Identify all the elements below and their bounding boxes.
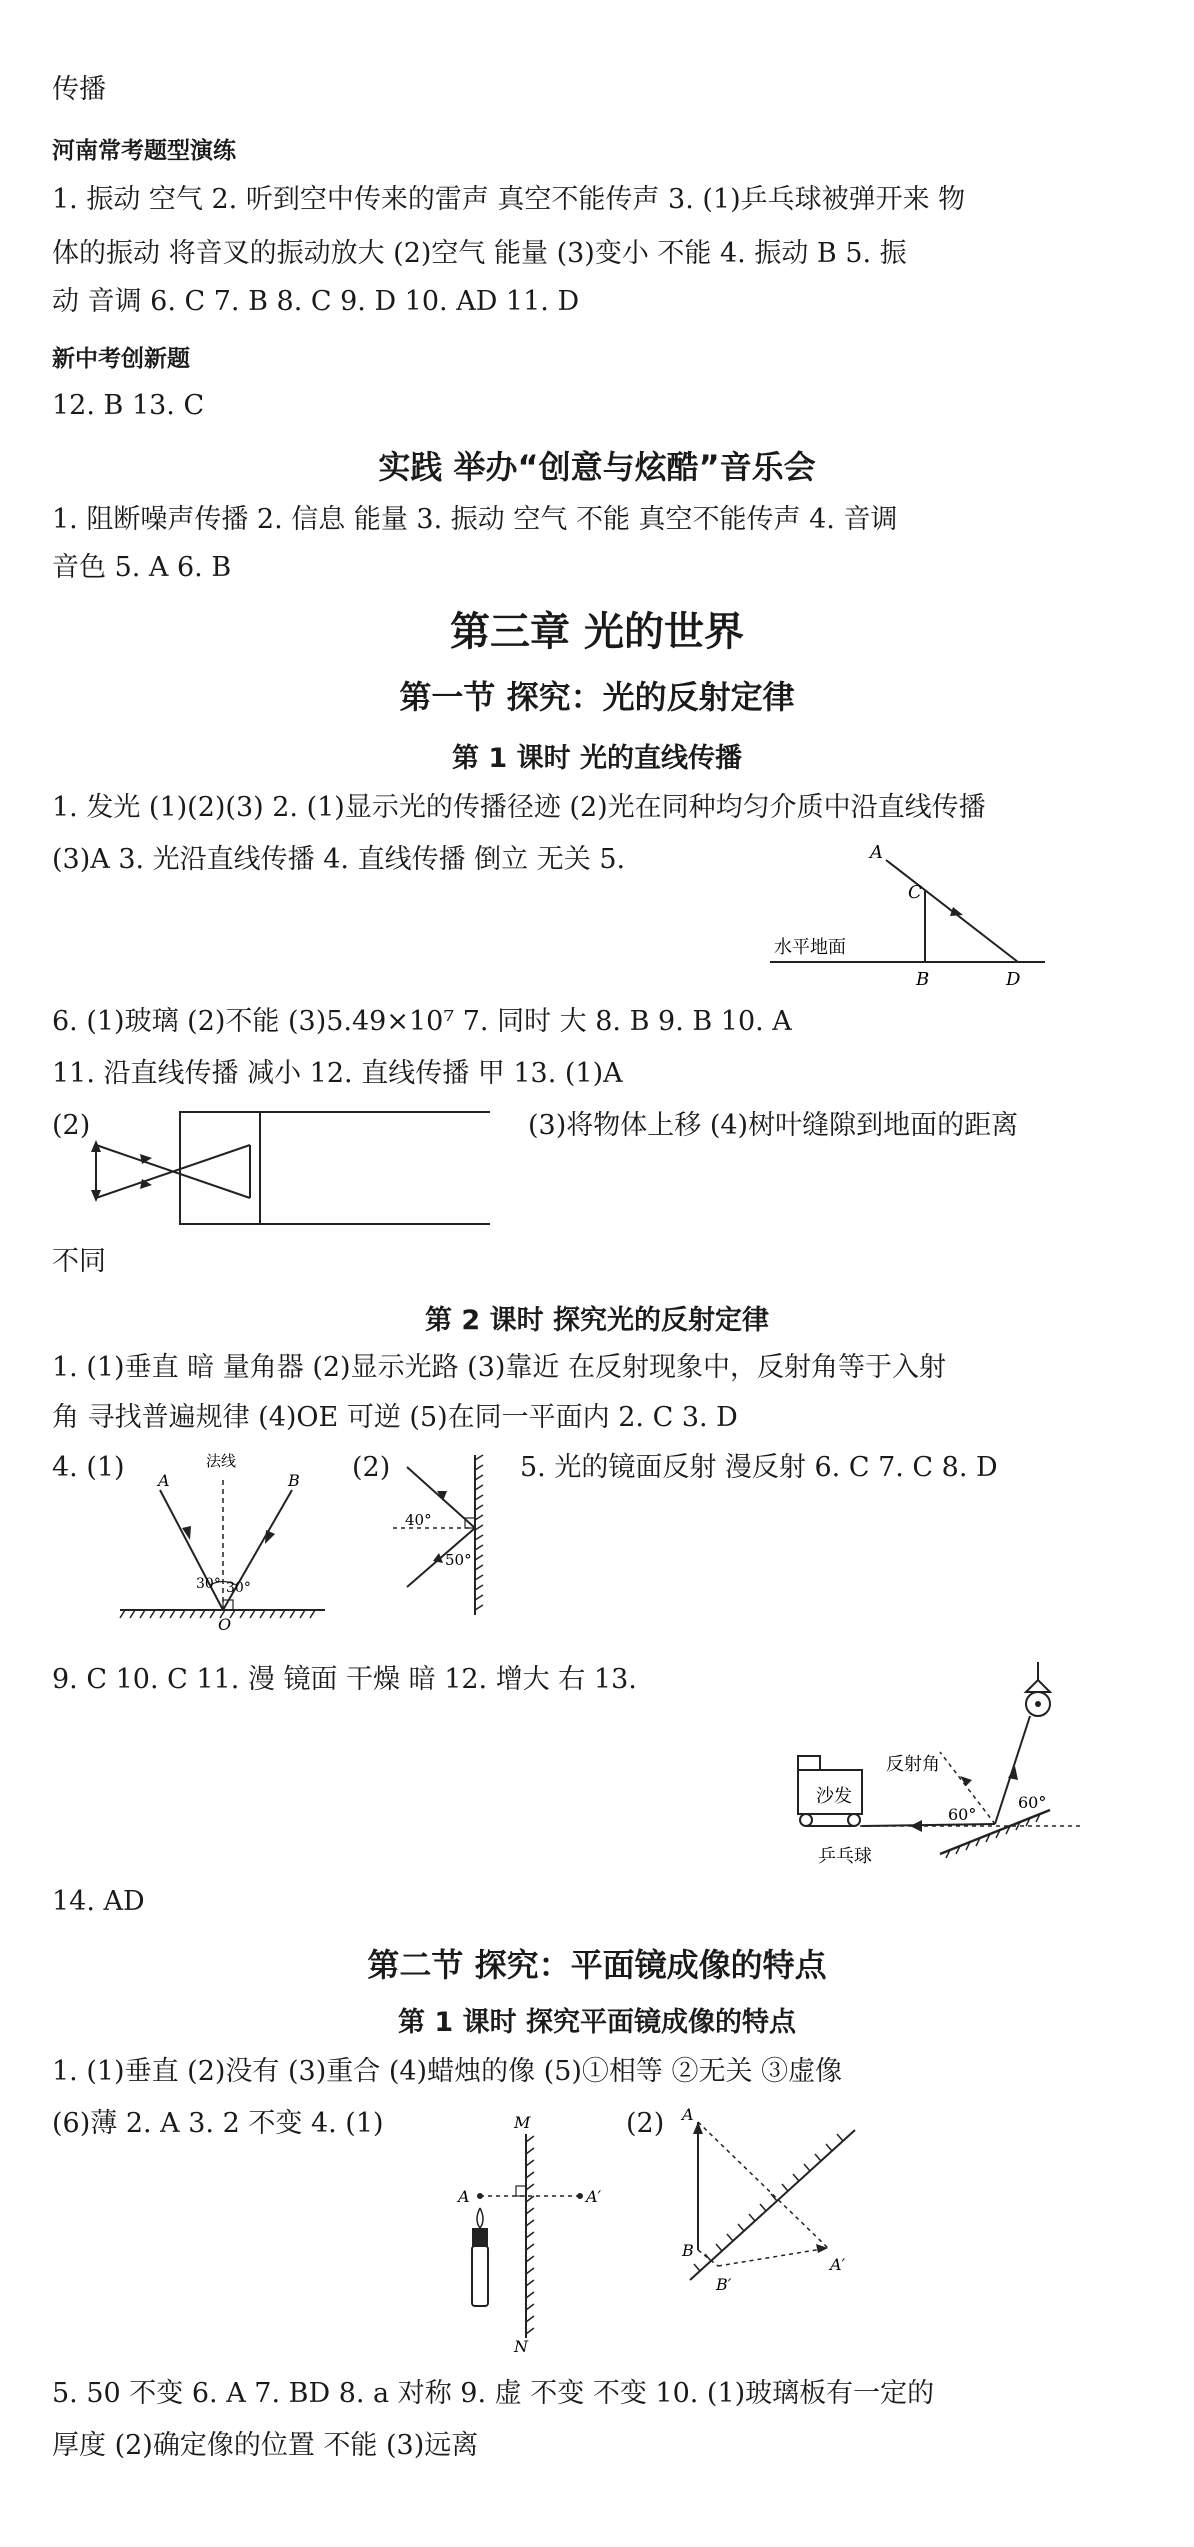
label-m: M <box>514 2113 531 2132</box>
text-line: (2) <box>626 2108 665 2139</box>
text-line: (3)将物体上移 (4)树叶缝隙到地面的距离 <box>528 1110 1019 1141</box>
label-angle2: 30° <box>226 1580 251 1596</box>
subheading-henan: 河南常考题型演练 <box>52 138 236 164</box>
text-line: 1. (1)垂直 暗 量角器 (2)显示光路 (3)靠近 在反射现象中，反射角等于入射 <box>52 1352 946 1383</box>
text-line: (2) <box>52 1110 91 1141</box>
figure-light-shadow <box>770 840 1060 990</box>
text-line: 4. (1) <box>52 1452 125 1483</box>
label-a: A <box>458 2187 470 2206</box>
text-line: 6. (1)玻璃 (2)不能 (3)5.49×10⁷ 7. 同时 大 8. B 9. B 10. A <box>52 1006 792 1037</box>
section-title-mirror: 第二节 探究：平面镜成像的特点 <box>367 1946 827 1984</box>
text-line: 1. 阻断噪声传播 2. 信息 能量 3. 振动 空气 不能 真空不能传声 4. 音调 <box>52 504 898 535</box>
text-line: 5. 光的镜面反射 漫反射 6. C 7. C 8. D <box>520 1452 998 1483</box>
text-line: 角 寻找普遍规律 (4)OE 可逆 (5)在同一平面内 2. C 3. D <box>52 1402 738 1433</box>
subheading-new-exam: 新中考创新题 <box>52 346 190 372</box>
lesson-title-1: 第 1 课时 光的直线传播 <box>452 743 742 774</box>
label-b: B <box>682 2241 694 2260</box>
figure-candle-mirror <box>450 2112 650 2356</box>
label-b: B <box>288 1471 300 1490</box>
label-angle2: 60° <box>1018 1793 1047 1812</box>
section-title-reflection: 第一节 探究：光的反射定律 <box>399 678 795 716</box>
text-line: 1. 发光 (1)(2)(3) 2. (1)显示光的传播径迹 (2)光在同种均匀介质中沿直线传播 <box>52 792 986 823</box>
label-reflect: 反射角 <box>886 1754 940 1775</box>
text-line: 厚度 (2)确定像的位置 不能 (3)远离 <box>52 2430 479 2461</box>
label-a: A <box>682 2105 694 2124</box>
label-a-image: A′ <box>830 2255 846 2274</box>
label-b-image: B′ <box>716 2275 732 2294</box>
chapter-title: 第三章 光的世界 <box>450 609 744 655</box>
text-line: 1. 振动 空气 2. 听到空中传来的雷声 真空不能传声 3. (1)乒乓球被弹开来 物 <box>52 184 966 215</box>
text-line: 体的振动 将音叉的振动放大 (2)空气 能量 (3)变小 不能 4. 振动 B 5. 振 <box>52 238 907 269</box>
label-n: N <box>514 2337 528 2356</box>
text-line: 5. 50 不变 6. A 7. BD 8. a 对称 9. 虚 不变 不变 10. (1)玻璃板有一定的 <box>52 2378 935 2409</box>
figure-reflection-mirror <box>385 1455 495 1625</box>
text-line: 9. C 10. C 11. 漫 镜面 干燥 暗 12. 增大 右 13. <box>52 1664 637 1695</box>
label-d: D <box>1006 969 1021 990</box>
lesson-title-3: 第 1 课时 探究平面镜成像的特点 <box>398 2007 796 2038</box>
label-b: B <box>916 969 930 990</box>
figure-arrow-image <box>680 2100 940 2300</box>
text-line: 11. 沿直线传播 减小 12. 直线传播 甲 13. (1)A <box>52 1058 623 1089</box>
text-line: 1. (1)垂直 (2)没有 (3)重合 (4)蜡烛的像 (5)①相等 ②无关 ③虚像 <box>52 2056 843 2087</box>
text-line: 12. B 13. C <box>52 390 205 421</box>
label-a: A <box>158 1471 170 1490</box>
text-line: 动 音调 6. C 7. B 8. C 9. D 10. AD 11. D <box>52 286 580 317</box>
text-line: (2) <box>352 1452 391 1483</box>
section-title-practice: 实践 举办“创意与炫酷”音乐会 <box>378 448 816 486</box>
figure-pinhole <box>90 1110 500 1230</box>
text-line: 传播 <box>52 74 106 105</box>
label-a: A <box>870 842 883 863</box>
label-angle1: 40° <box>405 1511 432 1529</box>
text-line: 音色 5. A 6. B <box>52 552 232 583</box>
label-angle1: 60° <box>948 1805 977 1824</box>
text-line: (3)A 3. 光沿直线传播 4. 直线传播 倒立 无关 5. <box>52 844 626 875</box>
text-line: 不同 <box>52 1246 106 1277</box>
label-ball: 乒乓球 <box>818 1846 872 1867</box>
label-angle1: 30° <box>196 1576 221 1592</box>
label-normal: 法线 <box>206 1452 237 1470</box>
figure-reflection-normal <box>120 1450 340 1634</box>
lesson-title-2: 第 2 课时 探究光的反射定律 <box>425 1305 769 1336</box>
text-line: (6)薄 2. A 3. 2 不变 4. (1) <box>52 2108 384 2139</box>
label-ground: 水平地面 <box>774 937 846 958</box>
label-angle2: 50° <box>445 1551 472 1569</box>
label-c: C <box>908 882 922 903</box>
figure-sofa-ball <box>790 1662 1090 1870</box>
label-a-image: A′ <box>586 2187 602 2206</box>
label-sofa: 沙发 <box>816 1786 852 1807</box>
label-o: O <box>218 1615 232 1634</box>
text-line: 14. AD <box>52 1886 145 1917</box>
